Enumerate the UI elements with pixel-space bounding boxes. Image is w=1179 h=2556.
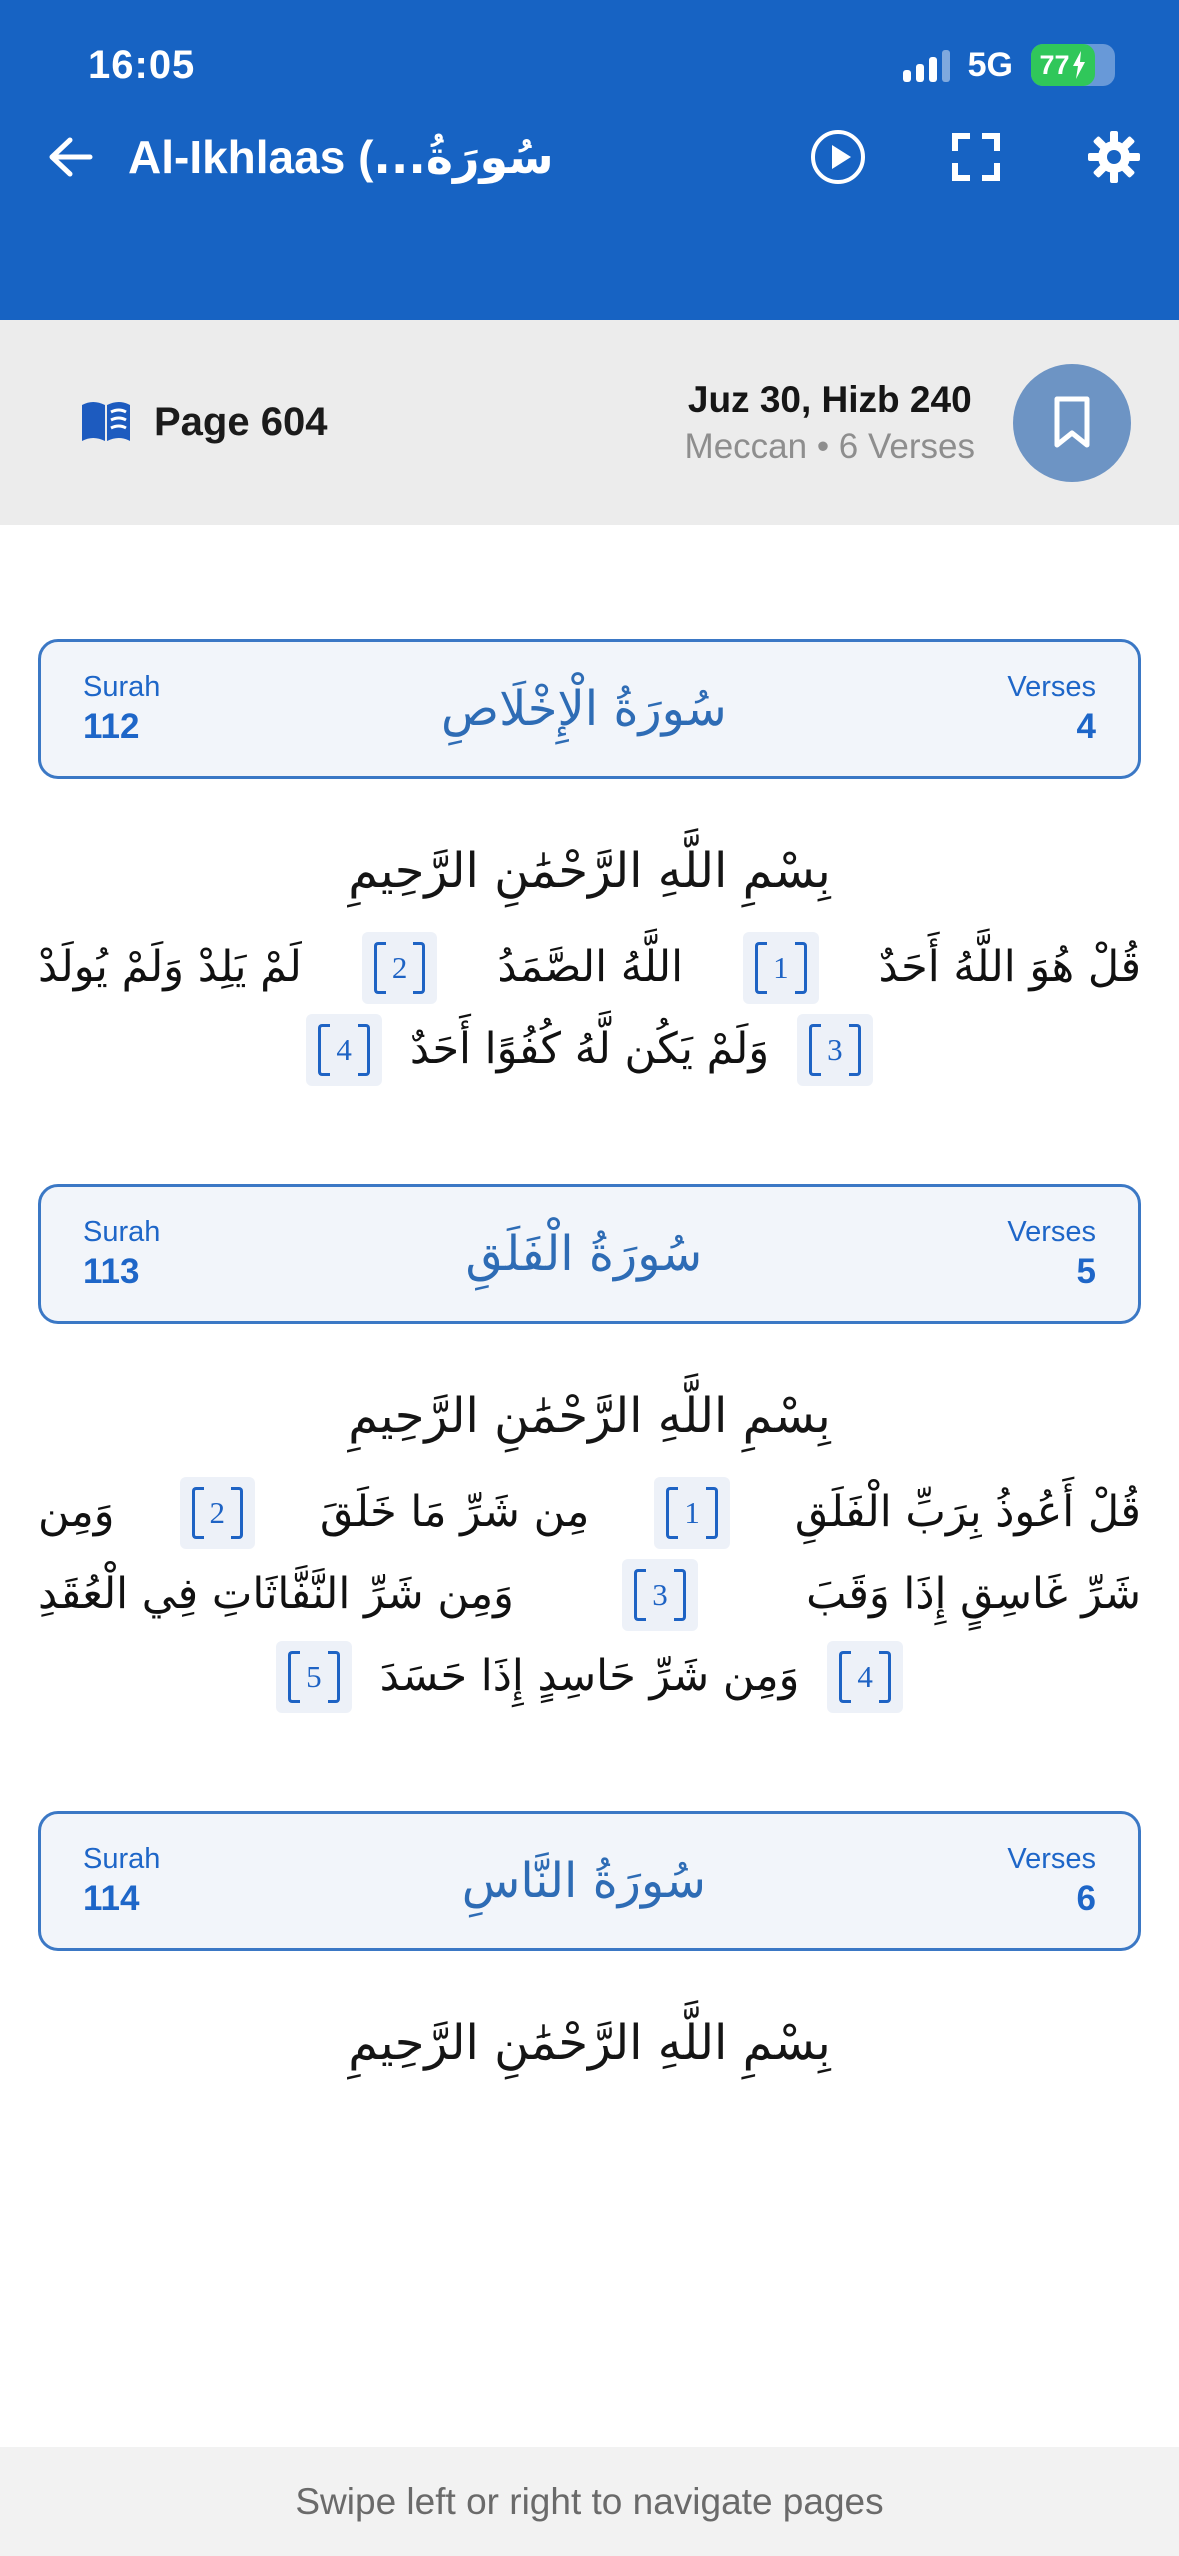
- verses-label: Verses: [1007, 671, 1096, 703]
- page-info-bar: [0, 320, 1179, 525]
- battery-icon: [1031, 44, 1115, 86]
- page-title: Al-Ikhlaas (سُورَةُ...: [128, 130, 554, 184]
- verse-line[interactable]: [38, 1641, 1141, 1713]
- verse-text: مِن شَرِّ مَا خَلَقَ: [320, 1487, 590, 1538]
- top-bar: [0, 0, 1179, 320]
- verse-line[interactable]: [38, 1559, 1141, 1631]
- verses-count: 5: [1076, 1252, 1096, 1292]
- verse-text: شَرِّ غَاسِقٍ إِذَا وَقَبَ: [806, 1569, 1141, 1620]
- verse-text: وَمِن شَرِّ حَاسِدٍ إِذَا حَسَدَ: [379, 1651, 800, 1702]
- verse-text: لَمْ يَلِدْ وَلَمْ يُولَدْ: [38, 942, 302, 993]
- fullscreen-icon[interactable]: [947, 128, 1005, 186]
- surah-label: Surah: [83, 1215, 161, 1248]
- verse-number-marker: 1: [654, 1477, 730, 1549]
- surah-number: 112: [83, 707, 140, 747]
- verse-text: قُلْ أَعُوذُ بِرَبِّ الْفَلَقِ: [794, 1487, 1141, 1538]
- surah-title-arabic: سُورَةُ النَّاسِ: [461, 1852, 706, 1909]
- surah-section: [38, 611, 1141, 1086]
- verse-text: وَلَمْ يَكُن لَّهُ كُفُوًا أَحَدٌ: [409, 1024, 770, 1075]
- surah-number: 114: [83, 1878, 140, 1918]
- verse-number-marker: 4: [827, 1641, 903, 1713]
- bismillah-text: بِسْمِ اللَّهِ الرَّحْمَٰنِ الرَّحِيمِ: [348, 2014, 831, 2071]
- verse-number-marker: 4: [306, 1014, 382, 1086]
- back-arrow-icon[interactable]: [40, 128, 98, 186]
- verse-line[interactable]: [38, 1477, 1141, 1549]
- verse-line[interactable]: [38, 932, 1141, 1004]
- surah-section: [38, 1783, 1141, 2082]
- swipe-hint-text: Swipe left or right to navigate pages: [295, 2480, 884, 2522]
- surah-section: [38, 1156, 1141, 1713]
- verse-number-marker: 1: [743, 932, 819, 1004]
- surah-label: Surah: [83, 671, 161, 703]
- surah-title-arabic: سُورَةُ الْفَلَقِ: [465, 1225, 703, 1282]
- app-header: [0, 100, 1179, 186]
- verses-label: Verses: [1007, 1215, 1096, 1248]
- verse-number-marker: 2: [180, 1477, 256, 1549]
- verse-number-marker: 2: [362, 932, 438, 1004]
- signal-strength-icon: [903, 48, 950, 82]
- open-book-icon: [80, 400, 132, 446]
- clock-time: 16:05: [88, 42, 196, 87]
- verse-text: اللَّهُ الصَّمَدُ: [497, 942, 684, 993]
- bookmark-button[interactable]: [1013, 364, 1131, 482]
- revelation-meta-label: Meccan • 6 Verses: [684, 426, 975, 466]
- play-icon[interactable]: [809, 128, 867, 186]
- swipe-hint-bar: [0, 2447, 1179, 2556]
- network-type-label: 5G: [967, 45, 1013, 84]
- surah-header-card[interactable]: [38, 1811, 1141, 1951]
- verses-count: 4: [1076, 707, 1096, 747]
- verse-text: وَمِن: [38, 1487, 115, 1538]
- verses-label: Verses: [1007, 1842, 1096, 1875]
- verse-number-marker: 3: [797, 1014, 873, 1086]
- verse-number-marker: 3: [622, 1559, 698, 1631]
- surah-label: Surah: [83, 1842, 161, 1875]
- status-bar: [0, 30, 1179, 100]
- page-number-label: Page 604: [154, 400, 328, 444]
- verses-count: 6: [1076, 1878, 1096, 1918]
- surah-title-arabic: سُورَةُ الْإِخْلَاصِ: [441, 681, 727, 737]
- bookmark-icon: [1045, 393, 1099, 453]
- surah-number: 113: [83, 1252, 140, 1292]
- settings-gear-icon[interactable]: [1085, 128, 1143, 186]
- verse-text: قُلْ هُوَ اللَّهُ أَحَدٌ: [878, 942, 1141, 993]
- charging-bolt-icon: [1071, 51, 1087, 79]
- bismillah-text: بِسْمِ اللَّهِ الرَّحْمَٰنِ الرَّحِيمِ: [348, 843, 831, 899]
- juz-hizb-label: Juz 30, Hizb 240: [687, 378, 972, 420]
- surah-header-card[interactable]: [38, 1184, 1141, 1324]
- verse-text: وَمِن شَرِّ النَّفَّاثَاتِ فِي الْعُقَدِ: [38, 1569, 514, 1620]
- surah-header-card[interactable]: [38, 639, 1141, 779]
- verse-line[interactable]: [38, 1014, 1141, 1086]
- bismillah-text: بِسْمِ اللَّهِ الرَّحْمَٰنِ الرَّحِيمِ: [348, 1387, 831, 1444]
- mushaf-page-content: [0, 525, 1179, 2081]
- battery-percent: 77: [1039, 49, 1070, 80]
- verse-number-marker: 5: [276, 1641, 352, 1713]
